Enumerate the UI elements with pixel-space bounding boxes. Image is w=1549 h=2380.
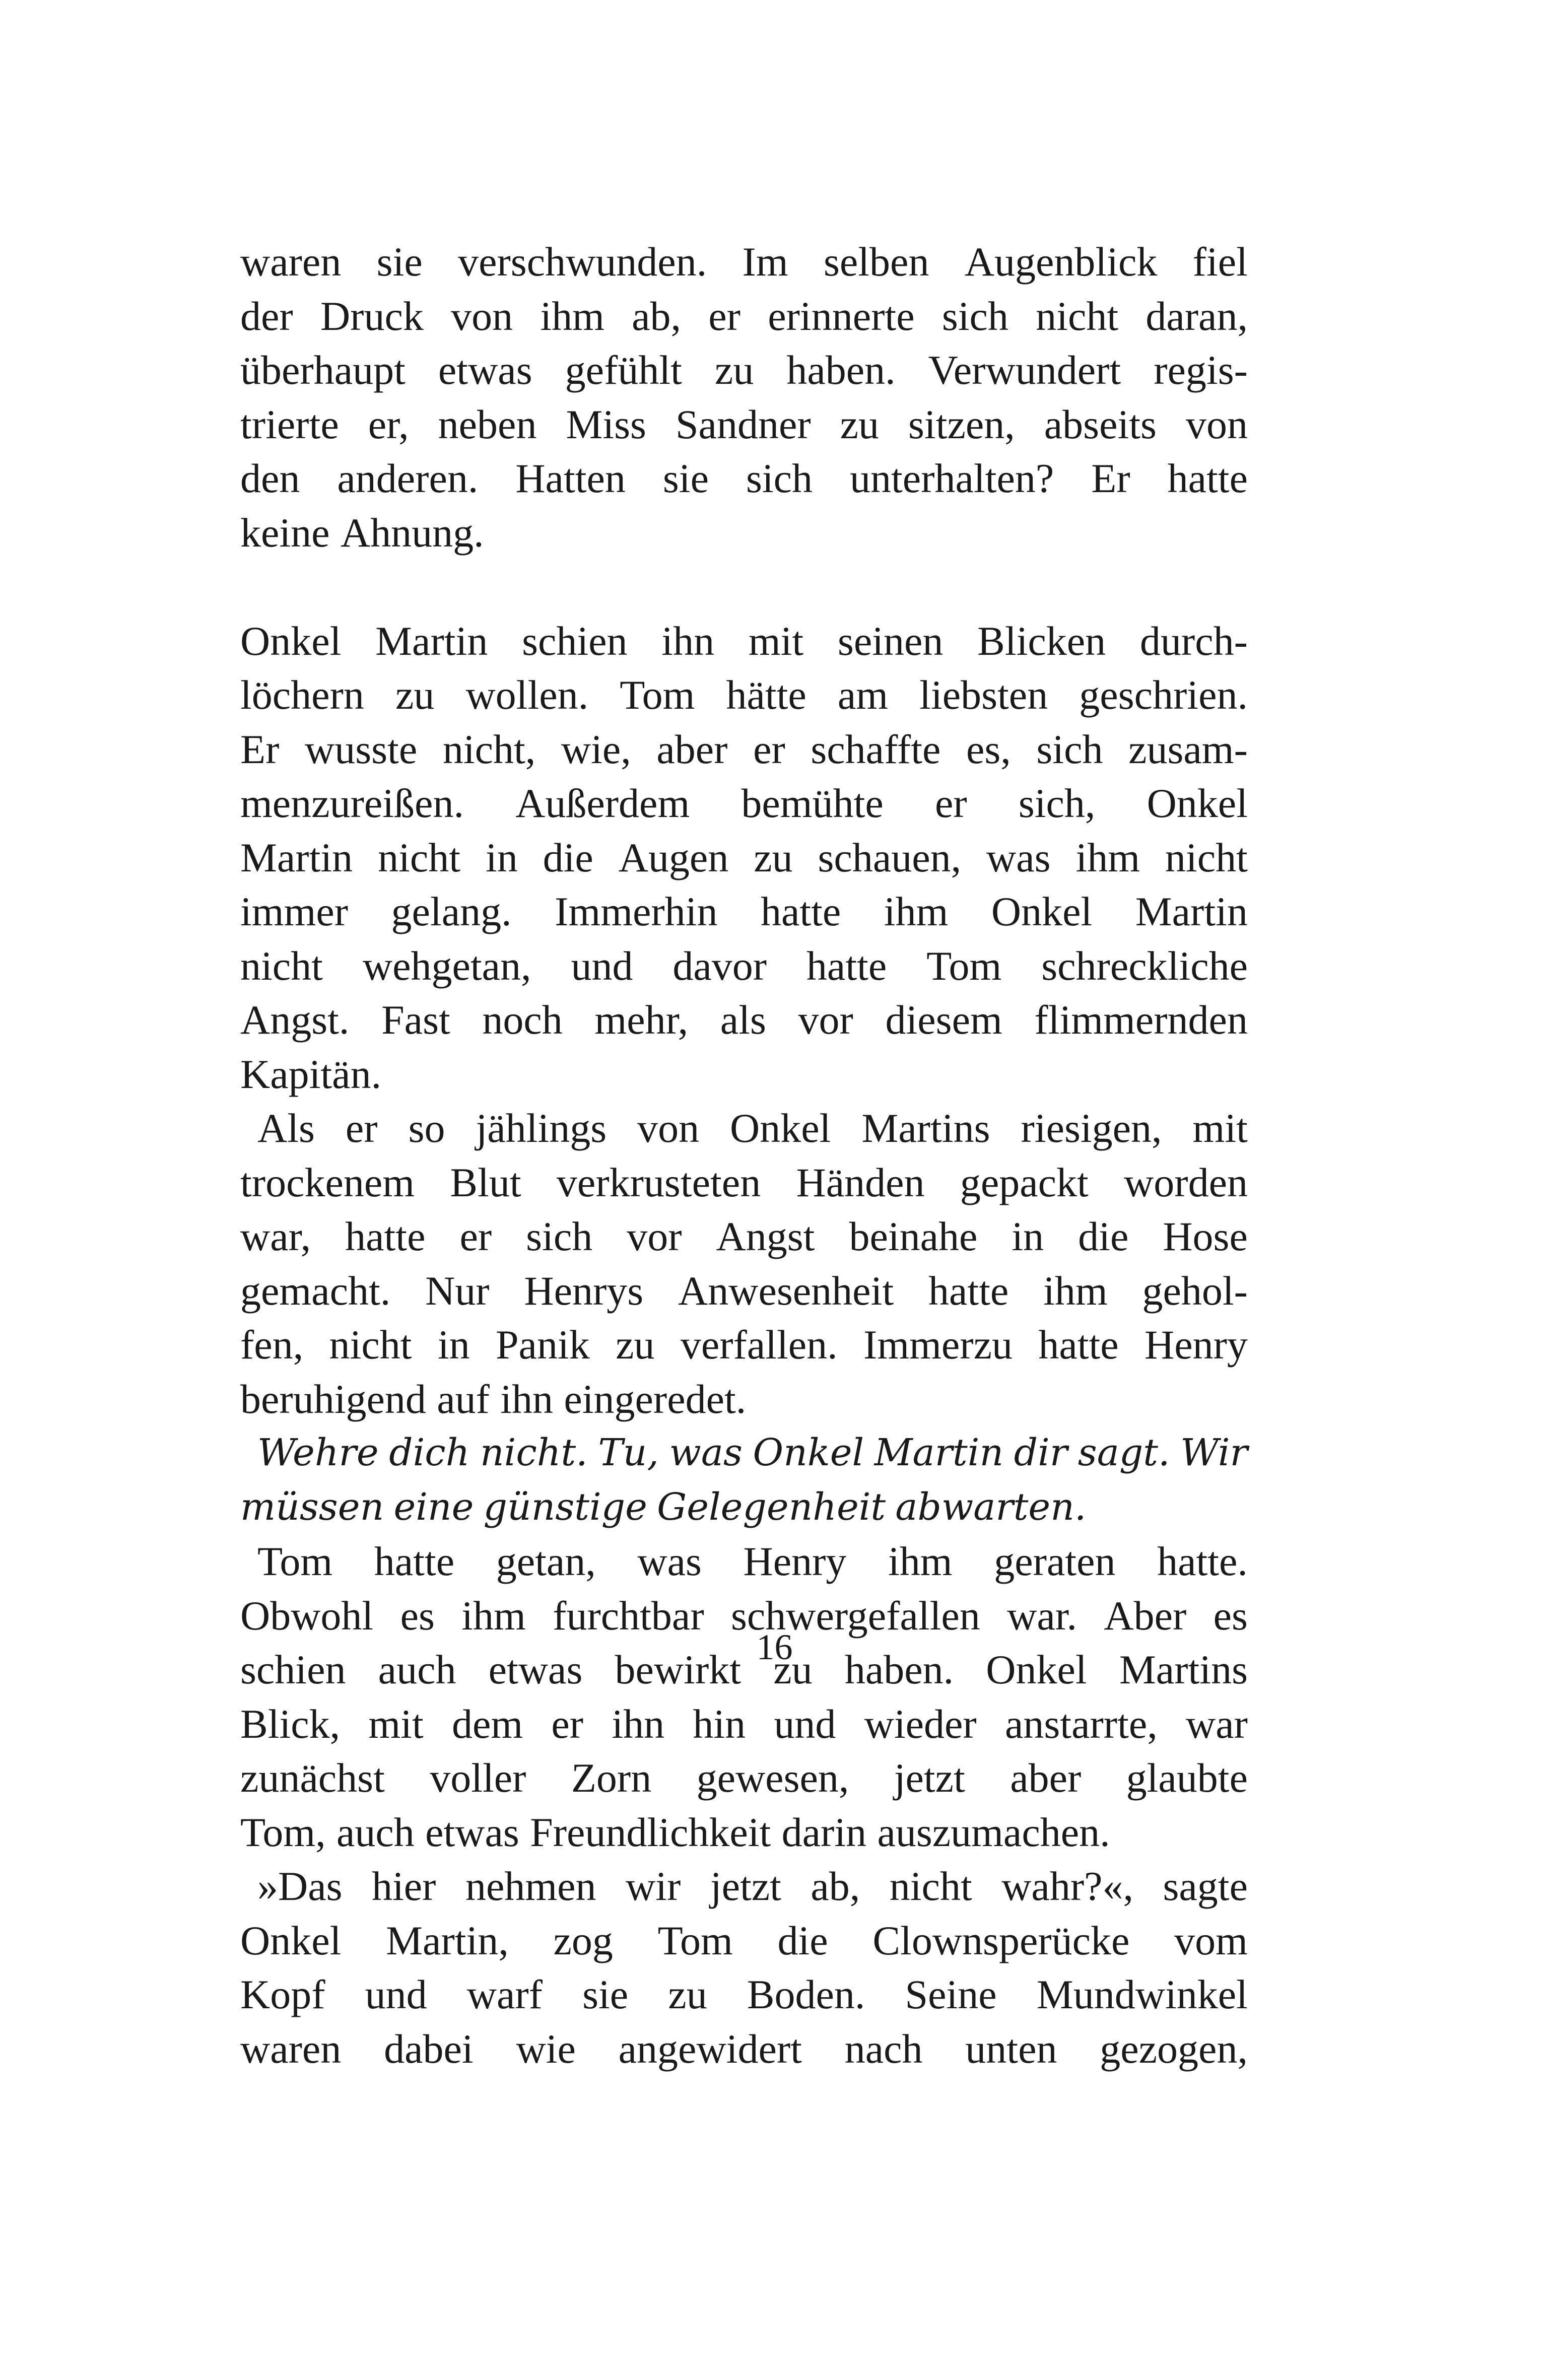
text-line: Als er so jählings von Onkel Martins riesigen, mit bbox=[257, 1105, 1248, 1151]
text-line: immer gelang. Immerhin hatte ihm Onkel Martin bbox=[240, 889, 1248, 934]
paragraph bbox=[240, 1859, 1248, 2076]
text-line: Tom, auch etwas Freundlichkeit darin auszumachen. bbox=[240, 1809, 1110, 1855]
paragraph bbox=[240, 1534, 1248, 1859]
paragraph bbox=[240, 1101, 1248, 1426]
paragraph bbox=[240, 235, 1248, 560]
text-line: Wehre dich nicht. Tu, was Onkel Martin dir sagt. Wir bbox=[257, 1431, 1248, 1474]
text-line: keine Ahnung. bbox=[240, 509, 484, 556]
text-line: Blick, mit dem er ihn hin und wieder anstarrte, war bbox=[240, 1701, 1248, 1747]
body-text bbox=[240, 235, 1248, 2076]
text-line: den anderen. Hatten sie sich unterhalten? Er hatte bbox=[240, 455, 1248, 501]
text-line: waren dabei wie angewidert nach unten gezogen, bbox=[240, 2025, 1248, 2072]
text-line: Kapitän. bbox=[240, 1051, 382, 1097]
page-number: 16 bbox=[756, 1627, 793, 1667]
text-line: zunächst voller Zorn gewesen, jetzt aber glaubte bbox=[240, 1755, 1248, 1801]
text-line: waren sie verschwunden. Im selben Augenblick fiel bbox=[240, 239, 1248, 285]
text-line: Tom hatte getan, was Henry ihm geraten hatte. bbox=[257, 1538, 1248, 1584]
text-line: müssen eine günstige Gelegenheit abwarten. bbox=[240, 1485, 1087, 1529]
paragraph bbox=[240, 614, 1248, 1102]
text-line: löchern zu wollen. Tom hätte am liebsten geschrien. bbox=[240, 672, 1248, 718]
italic-paragraph bbox=[240, 1426, 1248, 1534]
text-line: menzureißen. Außerdem bemühte er sich, Onkel bbox=[240, 780, 1248, 826]
text-line: Obwohl es ihm furchtbar schwergefallen war. Aber es bbox=[240, 1592, 1248, 1639]
text-line: »Das hier nehmen wir jetzt ab, nicht wahr?«, sagte bbox=[257, 1863, 1248, 1909]
text-line: trockenem Blut verkrusteten Händen gepackt worden bbox=[240, 1159, 1248, 1205]
text-line: beruhigend auf ihn eingeredet. bbox=[240, 1376, 747, 1422]
text-line: nicht wehgetan, und davor hatte Tom schreckliche bbox=[240, 942, 1248, 989]
text-line: fen, nicht in Panik zu verfallen. Immerzu hatte Henry bbox=[240, 1322, 1248, 1368]
text-line: trierte er, neben Miss Sandner zu sitzen, abseits von bbox=[240, 401, 1248, 447]
text-line: Martin nicht in die Augen zu schauen, was ihm nicht bbox=[240, 834, 1248, 880]
text-line: Angst. Fast noch mehr, als vor diesem flimmernden bbox=[240, 997, 1248, 1043]
text-line: war, hatte er sich vor Angst beinahe in die Hose bbox=[240, 1213, 1248, 1259]
paragraph-gap bbox=[240, 560, 1248, 614]
text-line: schien auch etwas bewirkt zu haben. Onkel Martins bbox=[240, 1647, 1248, 1692]
text-line: Onkel Martin, zog Tom die Clownsperücke vom bbox=[240, 1917, 1248, 1963]
text-line: der Druck von ihm ab, er erinnerte sich nicht daran, bbox=[240, 293, 1248, 339]
text-line: überhaupt etwas gefühlt zu haben. Verwundert regis- bbox=[240, 347, 1248, 393]
text-line: Onkel Martin schien ihn mit seinen Blicken durch- bbox=[240, 618, 1248, 664]
text-line: gemacht. Nur Henrys Anwesenheit hatte ihm gehol- bbox=[240, 1267, 1248, 1314]
text-line: Kopf und warf sie zu Boden. Seine Mundwinkel bbox=[240, 1971, 1248, 2017]
text-line: Er wusste nicht, wie, aber er schaffte es, sich zusam- bbox=[240, 726, 1248, 772]
